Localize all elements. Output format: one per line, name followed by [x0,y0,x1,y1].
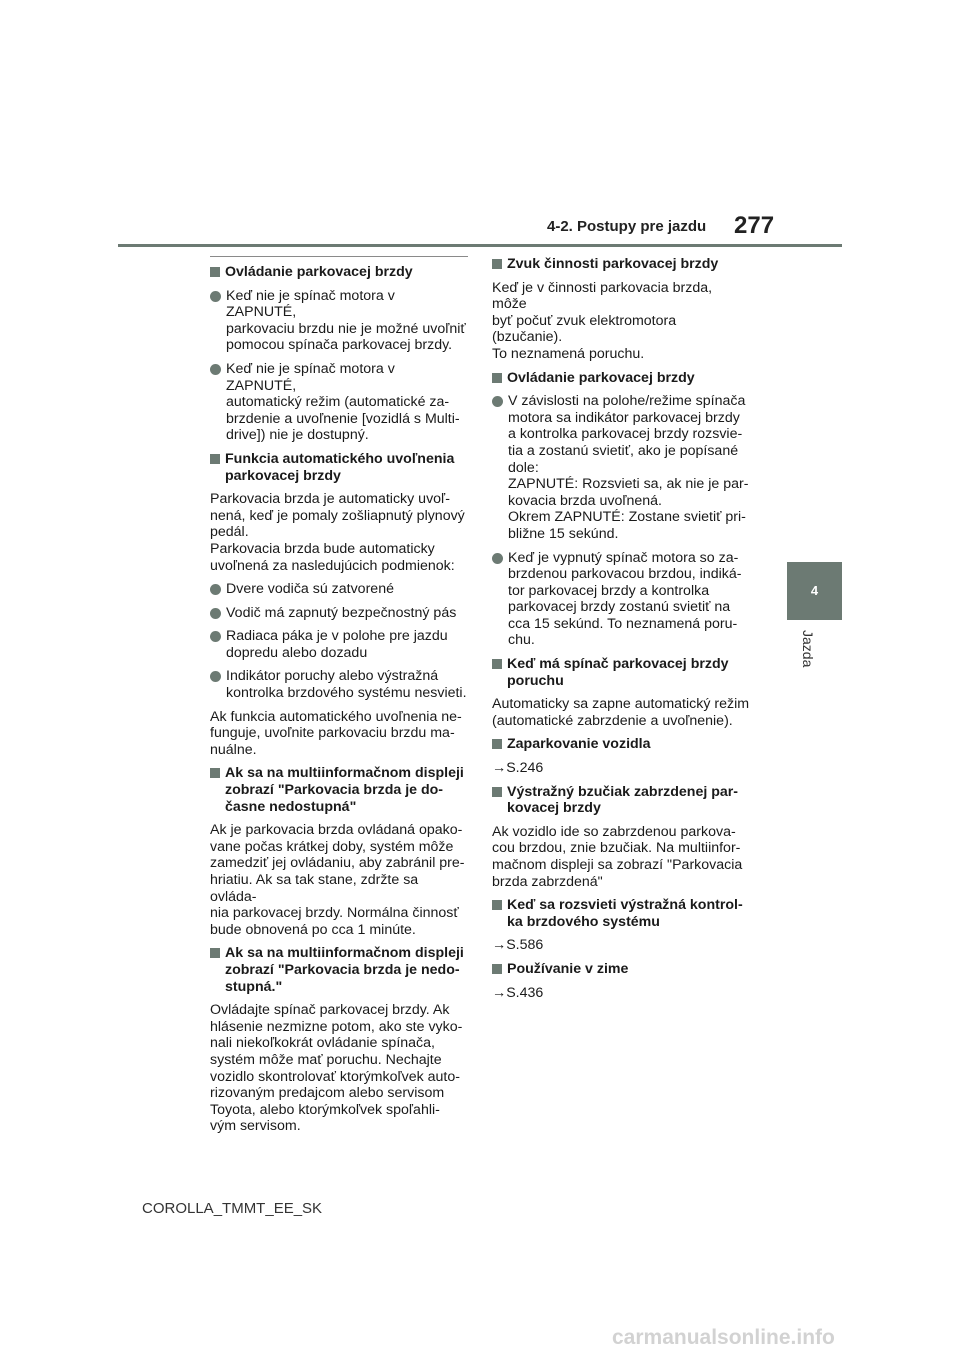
bullet-text: Keď nie je spínač motora v ZAPNUTÉ, automatický režim (automatické za- brzdenie a uvoľnenie [vozidlá s Multi- drive]) nie je dostupný. [226,360,460,444]
paragraph: Ak funkcia automatického uvoľnenia ne- funguje, uvoľnite parkovaciu brzdu ma- nuálne. [210,708,462,758]
paragraph: Keď je v činnosti parkovacia brzda, môže byť počuť zvuk elektromotora (bzučanie). To neznamená poruchu. [492,279,713,362]
section-heading: Výstražný bzučiak zabrzdenej par- kovacej brzdy [492,784,750,817]
left-column [210,256,468,1142]
paragraph: →S.246 [492,760,544,777]
paragraph: Ovládajte spínač parkovacej brzdy. Ak hlásenie nezmizne potom, ako ste vyko- nali niekoľkokrát ovládanie spínača, systém môže mať poruchu. Nechajte vozidlo skontrolovať ktorýmkoľvek auto- rizovaným predajcom alebo servisom Toyota, alebo ktorýmkoľvek spoľahli- vým servisom. [210,1002,463,1135]
bullet-text: Keď nie je spínač motora v ZAPNUTÉ, parkovaciu brzdu nie je možné uvoľniť pomocou spínača parkovacej brzdy. [226,287,466,354]
bullet-text: Radiaca páka je v polohe pre jazdu dopredu alebo dozadu [226,628,448,661]
section-heading: Zaparkovanie vozidla [492,736,750,753]
bullet-text: Indikátor poruchy alebo výstražná kontrolka brzdového systému nesvieti. [226,668,467,702]
section-heading: Funkcia automatického uvoľnenia parkovacej brzdy [210,451,468,484]
watermark: carmanualsonline.info [612,1326,835,1349]
section-heading: Ovládanie parkovacej brzdy [492,370,750,387]
page-number: 277 [734,212,775,239]
bullet-text: Vodič má zapnutý bezpečnostný pás [226,604,457,621]
column-rule [210,256,468,257]
bullet-item [210,668,468,701]
section-heading: Ak sa na multiinformačnom displeji zobrazí "Parkovacia brzda je do- časne nedostupná" [210,765,468,815]
bullet-item [210,361,468,444]
chapter-label [786,630,846,678]
section-heading: Zvuk činnosti parkovacej brzdy [492,256,750,273]
section-heading: Používanie v zime [492,961,750,978]
bullet-item [210,581,468,598]
chapter-title: Jazda [800,630,816,668]
header-section-title: 4-2. Postupy pre jazdu [547,218,707,235]
paragraph: Ak je parkovacia brzda ovládaná opako- vane počas krátkej doby, systém môže zamedziť jej ovládaniu, aby zabránil pre- hriatiu. Ak sa tak stane, zdržte sa ovláda- nia parkovacej brzdy. Normálna činnosť bude obnovená po cca 1 minúte. [210,822,465,938]
header-rule [118,244,842,247]
bullet-item [492,393,750,542]
section-heading: Ak sa na multiinformačnom displeji zobrazí "Parkovacia brzda je nedo- stupná." [210,945,468,995]
chapter-number: 4 [810,583,819,598]
bullet-text: V závislosti na polohe/režime spínača motora sa indikátor parkovacej brzdy a kontrolka parkovacej brzdy rozsvie- tia a zostanú svietiť, ako je popísané dole: ZAPNUTÉ: Rozsvieti sa, ak nie je par- kovacia brzda uvoľnená. Okrem ZAPNUTÉ: Zostane svietiť pri- bližne 15 sekúnd. [508,393,749,542]
paragraph: Ak vozidlo ide so zabrzdenou parkova- cou brzdou, znie bzučiak. Na multiinfor- mačnom displeji sa zobrazí "Parkovacia brzda zabrzdená" [492,823,743,890]
section-heading: Keď má spínač parkovacej brzdy poruchu [492,656,750,689]
bullet-item [210,605,468,622]
paragraph: Parkovacia brzda je automaticky uvoľ- nená, keď je pomaly zošliapnutý plynový pedál. Parkovacia brzda bude automaticky uvoľnená za nasledujúcich podmienok: [210,491,465,574]
bullet-text: Dvere vodiča sú zatvorené [226,581,394,598]
paragraph: →S.436 [492,984,544,1001]
footer-doc-code: COROLLA_TMMT_EE_SK [142,1200,323,1217]
paragraph: →S.586 [492,937,544,954]
right-column [492,256,750,1008]
section-heading: Ovládanie parkovacej brzdy [210,264,468,281]
bullet-item [210,288,468,354]
bullet-item [492,550,750,650]
bullet-text: Keď je vypnutý spínač motora so za- brzdenou parkovacou brzdou, indiká- tor parkovacej brzdy a kontrolka parkovacej brzdy zostanú svietiť na cca 15 sekúnd. To neznamená poru- chu. [508,549,742,649]
bullet-item [210,628,468,661]
chapter-tab [787,562,842,620]
section-heading: Keď sa rozsvieti výstražná kontrol- ka brzdového systému [492,897,750,930]
paragraph: Automaticky sa zapne automatický režim (automatické zabrzdenie a uvoľnenie). [492,696,750,729]
